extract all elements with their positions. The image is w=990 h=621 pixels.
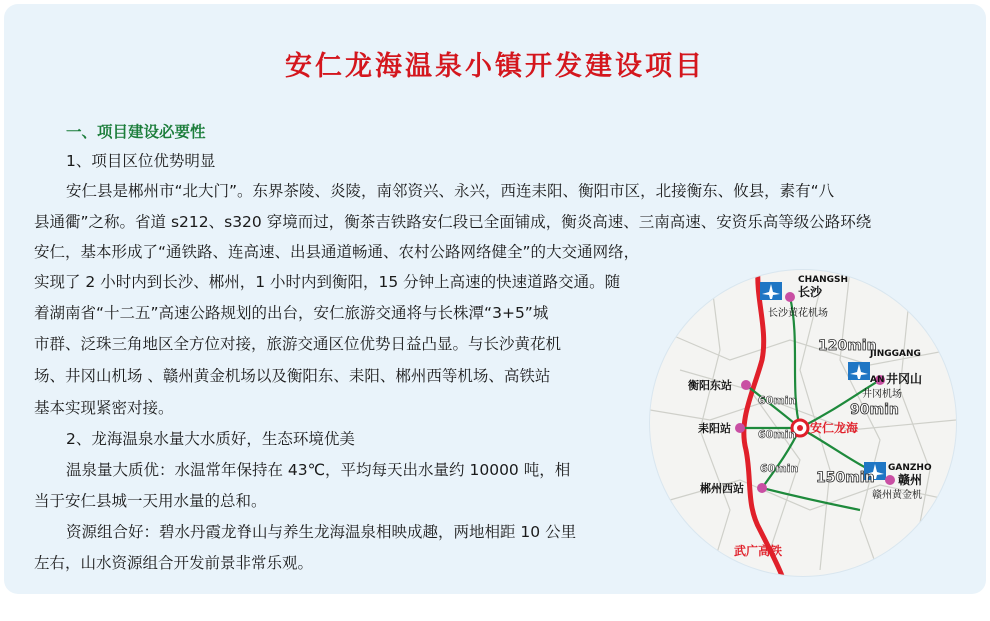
label-chenzhouxi: 郴州西站 — [700, 482, 744, 495]
label-jinggang-en2: AN — [870, 375, 885, 385]
node-ganzhou — [885, 475, 895, 485]
label-jinggangshan: 井冈山 — [886, 372, 923, 386]
paragraph-line: 着湖南省“十二五”高速公路规划的出台，安仁旅游交通将与长株潭“3+5”城 — [34, 304, 549, 322]
paragraph-line: 县通衢”之称。省道 s212、s320 穿境而过，衡茶吉铁路安仁段已全面铺成，衡炎高速、三南高速、安资乐高等级公路环绕 — [34, 213, 872, 231]
paragraph-line: 当于安仁县城一天用水量的总和。 — [34, 492, 267, 510]
airport-changsha-icon — [760, 282, 782, 300]
label-90min: 90min — [850, 402, 899, 418]
paragraph-line: 安仁，基本形成了“通铁路、连高速、出县通道畅通、农村公路网络健全”的大交通网络， — [34, 243, 640, 261]
node-hengyangdong — [741, 380, 751, 390]
airport-jinggangshan-icon — [848, 362, 870, 380]
label-changsha-airport: 长沙黄花机场 — [768, 308, 828, 319]
label-ganzhou-en: GANZHO — [888, 463, 932, 473]
paragraph-line: 市群、泛珠三角地区全方位对接，旅游交通区位优势日益凸显。与长沙黄花机 — [34, 335, 562, 353]
label-leiyang: 耒阳站 — [698, 422, 731, 435]
label-anren: 安仁龙海 — [810, 421, 859, 435]
subheading-2: 2、龙海温泉水量大水质好，生态环境优美 — [66, 430, 355, 448]
label-changsha: 长沙 — [798, 285, 823, 299]
paragraph-line: 温泉量大质优：水温常年保持在 43℃，平均每天出水量约 10000 吨，相 — [66, 461, 571, 479]
label-jinggang-airport: 井冈机场 — [862, 389, 902, 400]
paragraph-line: 基本实现紧密对接。 — [34, 399, 174, 417]
label-jinggang-en1: JINGGANG — [870, 349, 921, 359]
label-ganzhou: 赣州 — [898, 473, 923, 487]
label-ganzhou-airport: 赣州黄金机 — [872, 490, 922, 501]
node-chenzhouxi — [757, 483, 767, 493]
paragraph-line: 资源组合好：碧水丹霞龙脊山与养生龙海温泉相映成趣，两地相距 10 公里 — [66, 523, 577, 541]
bottom-band — [0, 596, 990, 621]
paragraph-line: 实现了 2 小时内到长沙、郴州，1 小时内到衡阳，15 分钟上高速的快速道路交通。随 — [34, 273, 621, 291]
label-changsha-en: CHANGSH — [798, 275, 849, 285]
section-heading: 一、项目建设必要性 — [66, 123, 206, 141]
label-60min-a: 60min — [758, 394, 797, 407]
label-hengyangdong: 衡阳东站 — [688, 379, 732, 392]
location-map — [650, 270, 956, 576]
paragraph-line: 安仁县是郴州市“北大门”。东界茶陵、炎陵，南邻资兴、永兴，西连耒阳、衡阳市区，北接衡东、攸县，素有“八 — [66, 182, 835, 200]
node-leiyang — [735, 423, 745, 433]
node-changsha — [785, 292, 795, 302]
paragraph-line: 左右，山水资源组合开发前景非常乐观。 — [34, 554, 314, 572]
label-150min: 150min — [816, 470, 875, 486]
label-60min-b: 60min — [758, 428, 797, 441]
page-title: 安仁龙海温泉小镇开发建设项目 — [285, 51, 705, 82]
label-120min: 120min — [818, 338, 877, 354]
label-60min-c: 60min — [760, 462, 799, 475]
subheading-1: 1、项目区位优势明显 — [66, 152, 216, 170]
label-railway: 武广高铁 — [734, 544, 783, 558]
map-svg — [650, 270, 956, 576]
paragraph-line: 场、井冈山机场 、赣州黄金机场以及衡阳东、耒阳、郴州西等机场、高铁站 — [34, 367, 551, 385]
